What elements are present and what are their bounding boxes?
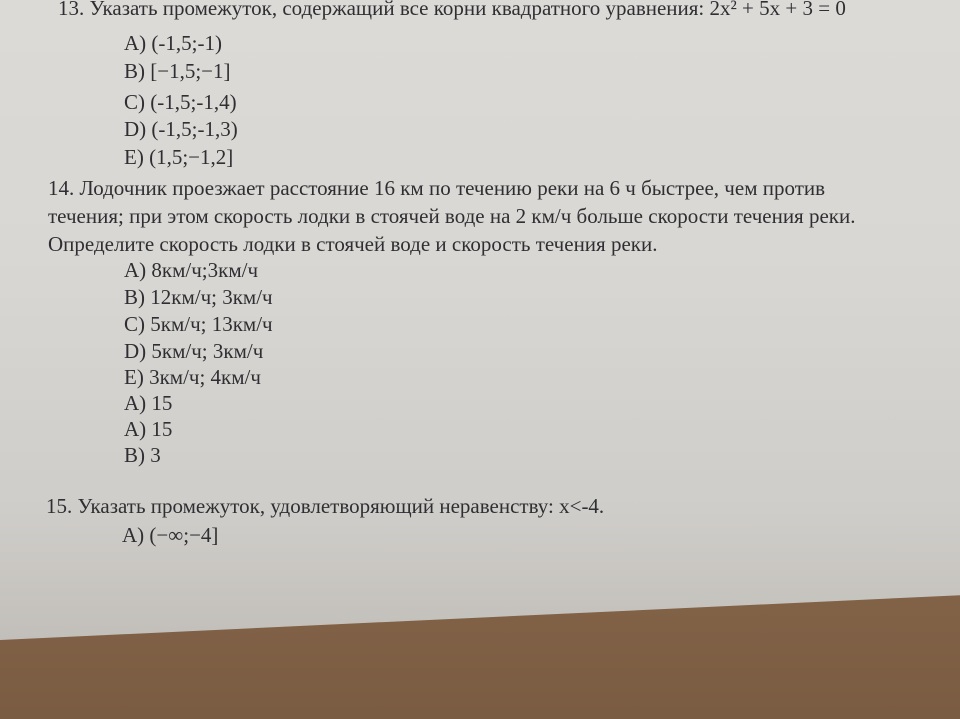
- option-value: 12км/ч; 3км/ч: [150, 285, 273, 309]
- option-value: (-1,5;-1): [151, 31, 222, 55]
- option-value: 3км/ч; 4км/ч: [149, 365, 261, 389]
- option-value: 15: [151, 417, 173, 441]
- q14-option-a: [124, 258, 258, 283]
- option-letter: D): [124, 339, 147, 363]
- option-value: (−∞;−4]: [149, 523, 219, 547]
- option-value: 5км/ч; 13км/ч: [150, 312, 273, 336]
- q14-option-e: [124, 365, 261, 390]
- q14-option-c: [124, 312, 273, 337]
- option-value: 15: [151, 391, 173, 415]
- question-15-text: 15. Указать промежуток, удовлетворяющий неравенству: x<-4.: [46, 494, 605, 518]
- option-letter: B): [124, 59, 145, 83]
- option-value: [−1,5;−1]: [150, 59, 231, 83]
- question-13-text: 13. Указать промежуток, содержащий все корни квадратного уравнения: 2x² + 5x + 3 = 0: [58, 0, 846, 20]
- option-letter: C): [124, 312, 145, 336]
- question-14-line-3: Определите скорость лодки в стоячей воде и скорость течения реки.: [48, 232, 658, 256]
- q13-option-b: [124, 59, 231, 84]
- option-letter: E): [124, 365, 144, 389]
- option-letter: B): [124, 285, 145, 309]
- q13-option-a: [124, 31, 222, 56]
- question-14-line-1: 14. Лодочник проезжает расстояние 16 км по течению реки на 6 ч быстрее, чем против: [48, 176, 826, 200]
- q14-option-b: [124, 285, 273, 310]
- q13-option-e: [124, 145, 233, 170]
- q15-option-a: [122, 523, 218, 548]
- q14-extra-option-1: [124, 391, 172, 416]
- option-letter: E): [124, 145, 144, 169]
- option-value: (-1,5;-1,3): [151, 117, 238, 141]
- option-letter: A): [124, 31, 147, 55]
- option-letter: A): [124, 417, 147, 441]
- q14-option-d: [124, 339, 263, 364]
- question-14-line-2: течения; при этом скорость лодки в стоячей воде на 2 км/ч больше скорости течения реки.: [48, 204, 856, 228]
- option-value: 3: [150, 443, 161, 467]
- q13-option-c: [124, 90, 237, 115]
- option-value: 8км/ч;3км/ч: [151, 258, 259, 282]
- option-letter: A): [122, 523, 145, 547]
- option-letter: C): [124, 90, 145, 114]
- option-letter: A): [124, 258, 147, 282]
- option-value: (1,5;−1,2]: [149, 145, 234, 169]
- q14-extra-option-2: [124, 417, 172, 442]
- option-letter: D): [124, 117, 147, 141]
- q13-option-d: [124, 117, 238, 142]
- option-letter: B): [124, 443, 145, 467]
- q14-extra-option-3: [124, 443, 161, 468]
- option-value: 5км/ч; 3км/ч: [151, 339, 264, 363]
- option-letter: A): [124, 391, 147, 415]
- option-value: (-1,5;-1,4): [150, 90, 237, 114]
